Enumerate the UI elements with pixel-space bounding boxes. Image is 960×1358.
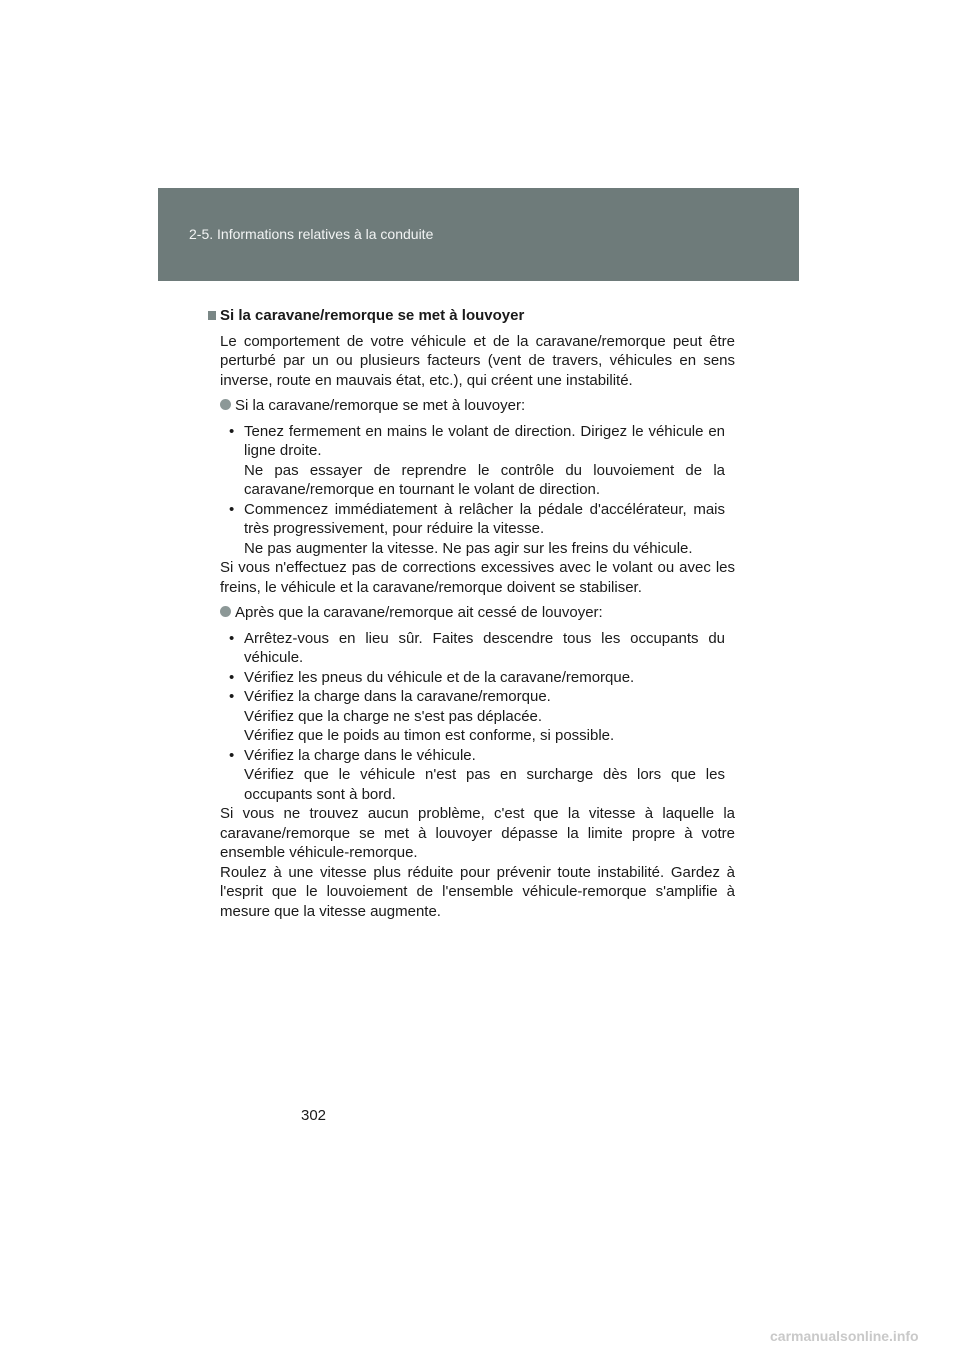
- bullet-after-louvoyer: [220, 603, 735, 623]
- section-heading-text: Si la caravane/remorque se met à louvoyer: [220, 307, 525, 324]
- chapter-title: 2-5. Informations relatives à la conduite: [189, 226, 434, 242]
- list-item: • Commencez immédiatement à relâcher la pédale d'accélérateur, mais très progressivement, pour réduire la vitesse. Ne pas augmenter la vitesse. Ne pas agir sur les freins du véhicule.: [229, 500, 725, 557]
- list-item: • Vérifiez les pneus du véhicule et de la caravane/remorque.: [229, 668, 635, 686]
- sub-list: [220, 422, 735, 559]
- section-heading: [208, 306, 735, 326]
- no-problem-paragraph: Si vous ne trouvez aucun problème, c'est que la vitesse à laquelle la caravane/remorque se met à louvoyer dépasse la limite propre à votre ensemble véhicule-remorque.: [220, 805, 735, 861]
- circle-bullet-icon: [220, 399, 231, 410]
- stabilize-paragraph: Si vous n'effectuez pas de corrections excessives avec le volant ou avec les freins, le véhicule et la caravane/remorque doivent se stabiliser.: [220, 559, 735, 596]
- speed-advice-paragraph: Roulez à une vitesse plus réduite pour prévenir toute instabilité. Gardez à l'esprit que le louvoiement de l'ensemble véhicule-remorque s'amplifie à mesure que la vitesse augmente.: [220, 863, 735, 920]
- page-number: 302: [301, 1107, 327, 1124]
- square-bullet-icon: [208, 311, 216, 320]
- chapter-header-band: [158, 188, 799, 281]
- intro-paragraph: Le comportement de votre véhicule et de la caravane/remorque peut être perturbé par un ou plusieurs facteurs (vent de travers, véhicules en sens inverse, route en mauvais état, etc.), qui créent une instabilité.: [220, 332, 735, 389]
- list-item: • Tenez fermement en mains le volant de direction. Dirigez le véhicule en ligne droite. Ne pas essayer de reprendre le contrôle du louvoiement de la caravane/remorque en tournant le volant de direction.: [229, 422, 725, 498]
- bullet-title: Après que la caravane/remorque ait cessé de louvoyer:: [235, 604, 603, 621]
- list-item: • Arrêtez-vous en lieu sûr. Faites descendre tous les occupants du véhicule.: [229, 629, 725, 666]
- sub-list: [220, 629, 735, 805]
- bullet-title: Si la caravane/remorque se met à louvoyer:: [235, 397, 526, 414]
- list-item: • Vérifiez la charge dans le véhicule. Vérifiez que le véhicule n'est pas en surcharge dès lors que les occupants sont à bord.: [229, 746, 725, 803]
- bullet-louvoyer: [220, 396, 735, 416]
- circle-bullet-icon: [220, 606, 231, 617]
- page-content: [220, 306, 735, 927]
- watermark: carmanualsonline.info: [770, 1328, 919, 1344]
- list-item: • Vérifiez la charge dans la caravane/remorque. Vérifiez que la charge ne s'est pas déplacée. Vérifiez que le poids au timon est conforme, si possible.: [229, 688, 615, 744]
